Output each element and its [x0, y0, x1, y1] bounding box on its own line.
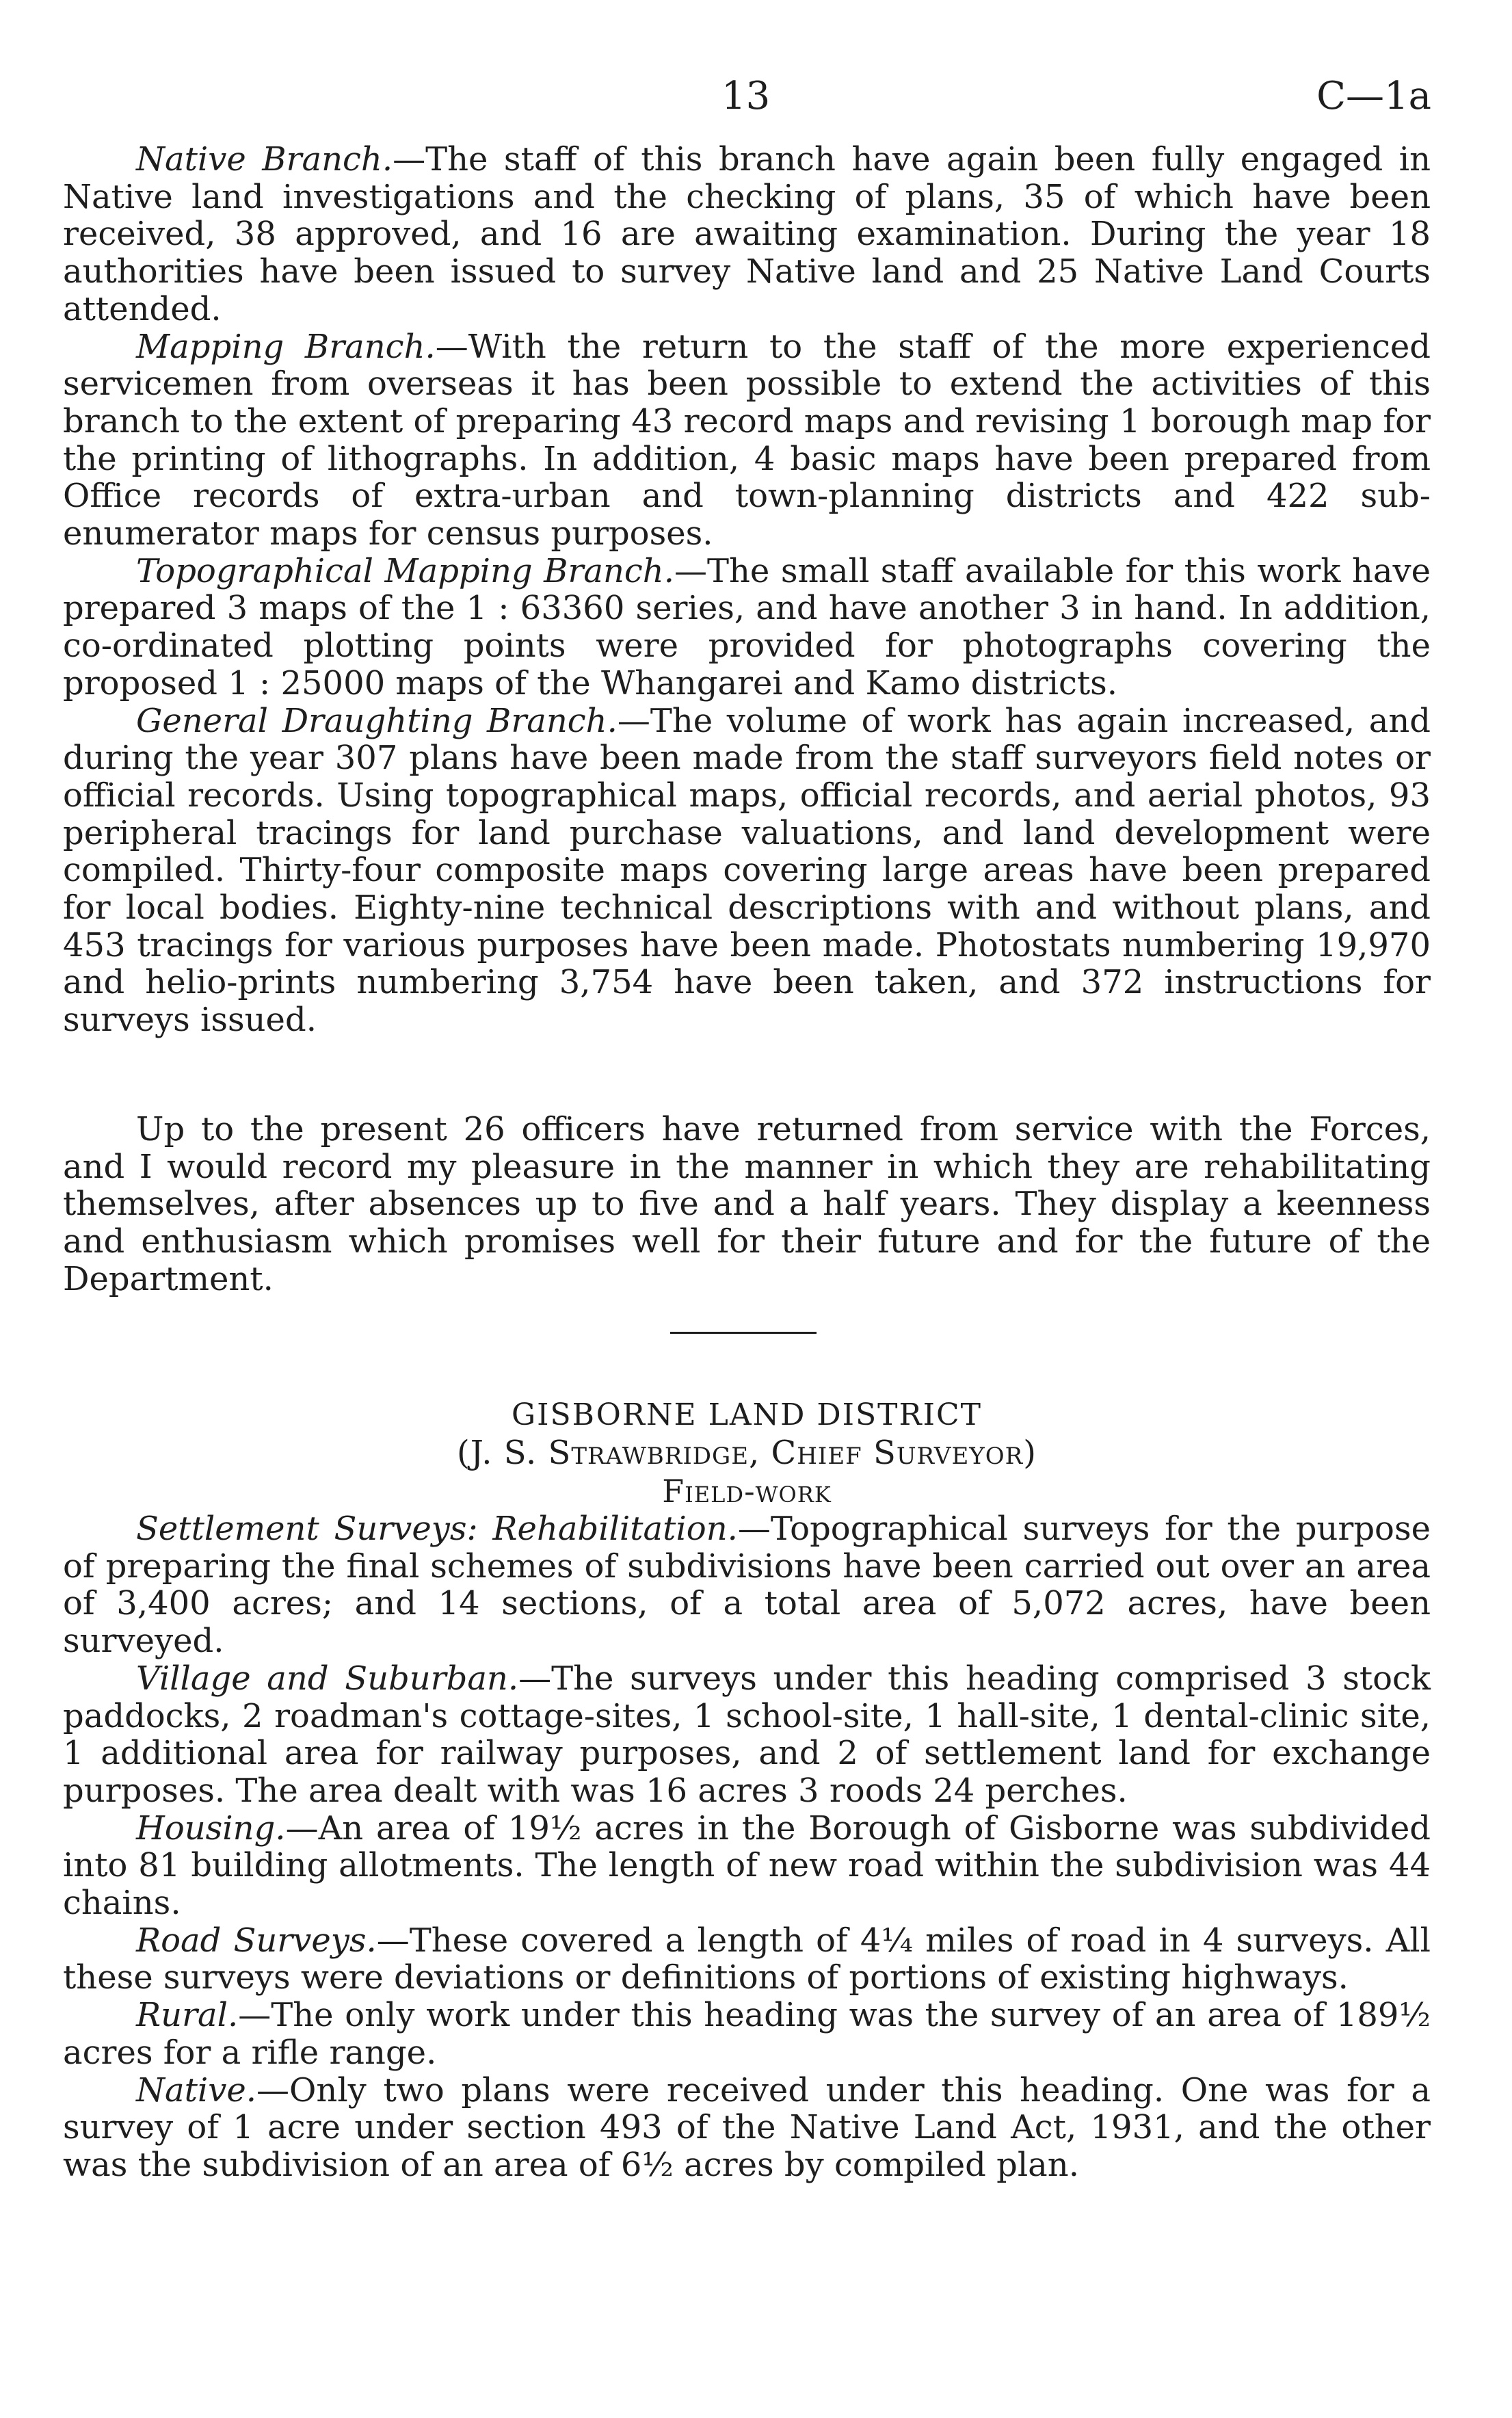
paragraph-village-suburban: [63, 1660, 1431, 1810]
paragraph-general-draughting: [63, 702, 1431, 1039]
paragraph-text: —The volume of work has again increased, and during the year 307 plans have been made from the staff surveyors field notes or official records. Using topographical maps, official records, and aerial photos, 93 peripheral tracings for land purchase valuations, and land development were compiled. Thirty-four composite maps covering large areas have been prepared for local bodies. Eighty-nine technical descriptions with and without plans, and 453 tracings for various purposes have been made. Photostats numbering 19,970 and helio-prints numbering 3,754 have been taken, and 372 instructions for surveys issued.: [63, 701, 1431, 1040]
paragraph-lead: Native Branch.: [136, 140, 393, 179]
paragraph-lead: Mapping Branch.: [136, 327, 436, 366]
paragraph-lead: Road Surveys.: [136, 1921, 377, 1960]
paragraph-text: —The surveys under this heading comprised 3 stock paddocks, 2 roadman's cottage-sites, 1 school-site, 1 hall-site, 1 dental-clinic site, 1 additional area for railway purposes, and 2 of settlement land for exchange purposes. The area dealt with was 16 acres 3 roods 24 perches.: [63, 1659, 1431, 1810]
district-title: GISBORNE LAND DISTRICT: [511, 1397, 983, 1432]
paragraph-text: —The small staff available for this work have prepared 3 maps of the 1 : 63360 series, and have another 3 in hand. In addition, co-ordinated plotting points were provided for photographs covering the proposed 1 : 25000 maps of the Whangarei and Kamo districts.: [63, 551, 1431, 702]
paragraph-text: —The staff of this branch have again been fully engaged in Native land investigations and the checking of plans, 35 of which have been received, 38 approved, and 16 are awaiting examination. During the year 18 authorities have been issued to survey Native land and 25 Native Land Courts attended.: [63, 140, 1431, 328]
paragraph-text: —Only two plans were received under this heading. One was for a survey of 1 acre under section 493 of the Native Land Act, 1931, and the other was the subdivision of an area of 6½ acres by compiled plan.: [63, 2071, 1431, 2184]
gisborne-field-work: [63, 1510, 1431, 2184]
paragraph-lead: General Draughting Branch.: [136, 701, 618, 740]
section-divider: [670, 1332, 817, 1334]
paragraph-lead: Settlement Surveys: Rehabilitation.: [136, 1510, 738, 1548]
paragraph-returned-officers: Up to the present 26 officers have returned from service with the Forces, and I would record my pleasure in the manner in which they are rehabilitating themselves, after absences up to five and a half years. They display a keenness and enthusiasm which promises well for their future and for the future of the Department.: [63, 1110, 1431, 1298]
paragraph-text: —With the return to the staff of the more experienced servicemen from overseas it has been possible to extend the activities of this branch to the extent of preparing 43 record maps and revising 1 borough map for the printing of lithographs. In addition, 4 basic maps have been prepared from Office records of extra-urban and town-planning districts and 422 sub-enumerator maps for census purposes.: [63, 327, 1431, 553]
paragraph-native: [63, 2072, 1431, 2184]
paragraph-topographical-mapping: [63, 553, 1431, 702]
paragraph-road-surveys: [63, 1922, 1431, 1997]
field-work-heading: Field-work: [662, 1473, 832, 1510]
paragraph-mapping-branch: [63, 328, 1431, 553]
paragraph-lead: Native.: [136, 2071, 257, 2110]
paragraph-lead: Village and Suburban.: [136, 1659, 519, 1698]
paragraph-lead: Housing.: [136, 1809, 286, 1848]
page-number: 13: [721, 74, 771, 118]
branch-reports: [63, 141, 1431, 1039]
paragraph-settlement-surveys: [63, 1510, 1431, 1660]
paragraph-text: —The only work under this heading was the survey of an area of 189½ acres for a rifle range.: [63, 1996, 1431, 2072]
paragraph-lead: Topographical Mapping Branch.: [136, 551, 674, 590]
paragraph-rural: [63, 1997, 1431, 2071]
paragraph-lead: Rural.: [136, 1996, 239, 2035]
document-reference: C—1a: [1316, 74, 1431, 118]
paragraph-text: —Topographical surveys for the purpose of preparing the final schemes of subdivisions have been carried out over an area of 3,400 acres; and 14 sections, of a total area of 5,072 acres, have been surveyed.: [63, 1510, 1431, 1661]
chief-surveyor-line: (J. S. Strawbridge, Chief Surveyor): [457, 1434, 1037, 1472]
paragraph-housing: [63, 1810, 1431, 1922]
paragraph-text: —An area of 19½ acres in the Borough of Gisborne was subdivided into 81 building allotments. The length of new road within the subdivision was 44 chains.: [63, 1809, 1431, 1923]
paragraph-native-branch: [63, 141, 1431, 328]
paragraph-text: —These covered a length of 4¼ miles of road in 4 surveys. All these surveys were deviations or definitions of portions of existing highways.: [63, 1921, 1431, 1997]
closing-remarks: [63, 1111, 1431, 1298]
